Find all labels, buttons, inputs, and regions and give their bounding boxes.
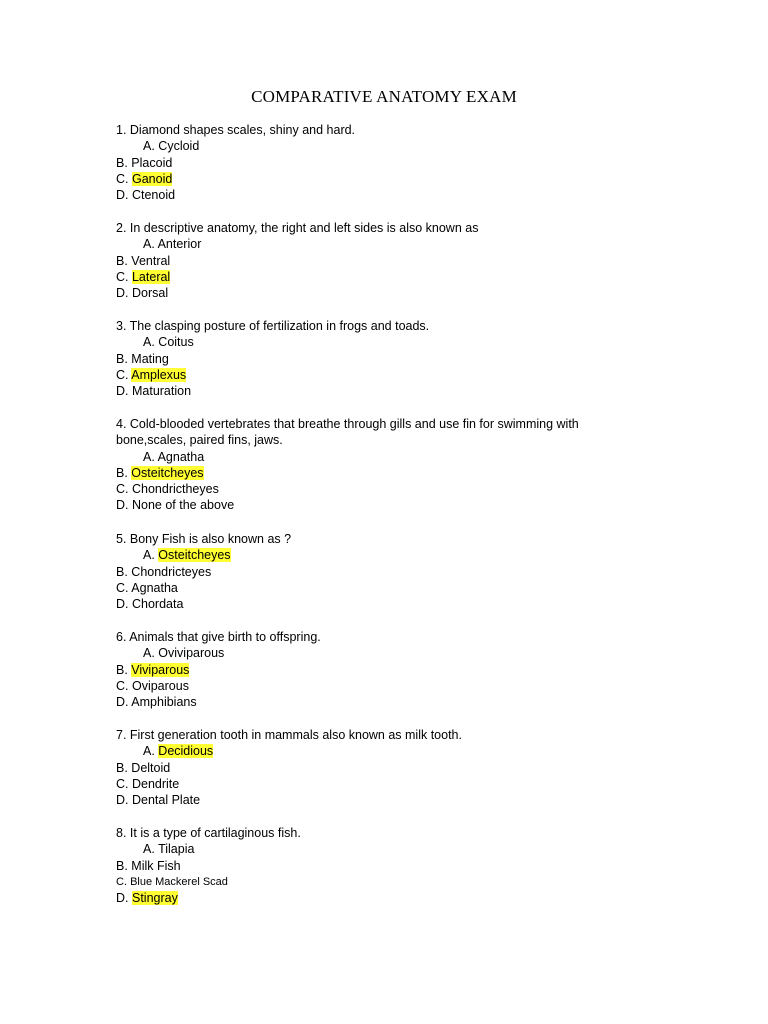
option-c: C. Amplexus (116, 367, 187, 382)
option-b: B. Deltoid (116, 760, 171, 775)
answer-highlight: Decidious (158, 744, 214, 759)
question-8 (116, 825, 636, 906)
answer-highlight: Osteitcheyes (158, 548, 231, 563)
option-d: D. Dorsal (116, 286, 169, 301)
question-2 (116, 220, 636, 301)
answer-highlight: Stingray (131, 891, 178, 906)
option-a: A. Decidious (143, 744, 214, 759)
option-d: D. Amphibians (116, 695, 197, 710)
question-stem: 3. The clasping posture of fertilization in frogs and toads. (116, 319, 430, 333)
option-a: A. Agnatha (143, 449, 205, 464)
option-a: A. Anterior (143, 237, 202, 252)
option-c: C. Chondrictheyes (116, 482, 219, 497)
option-d: D. Stingray (116, 891, 178, 906)
option-d: D. None of the above (116, 498, 235, 513)
answer-highlight: Ganoid (131, 171, 173, 186)
option-a: A. Cycloid (143, 139, 200, 154)
option-b: B. Osteitcheyes (116, 465, 204, 480)
option-c: C. Ganoid (116, 171, 173, 186)
answer-highlight: Amplexus (131, 367, 187, 382)
question-5 (116, 531, 636, 612)
question-stem: 1. Diamond shapes scales, shiny and hard. (116, 123, 356, 137)
option-c: C. Dendrite (116, 776, 180, 791)
question-stem: 6. Animals that give birth to offspring. (116, 630, 321, 644)
page-title: COMPARATIVE ANATOMY EXAM (251, 87, 517, 106)
option-c: C. Lateral (116, 269, 171, 284)
question-1 (116, 122, 636, 203)
option-a: A. Oviviparous (143, 646, 225, 661)
question-stem: 8. It is a type of cartilaginous fish. (116, 826, 301, 840)
question-stem: 7. First generation tooth in mammals also known as milk tooth. (116, 728, 462, 742)
option-b: B. Ventral (116, 253, 171, 268)
option-c: C. Oviparous (116, 678, 189, 693)
option-b: B. Viviparous (116, 662, 190, 677)
question-3 (116, 318, 636, 399)
question-7 (116, 727, 636, 808)
question-stem: 5. Bony Fish is also known as ? (116, 532, 292, 546)
option-b: B. Chondricteyes (116, 564, 212, 579)
question-4 (116, 416, 611, 514)
option-b: B. Milk Fish (116, 858, 181, 873)
option-d: D. Maturation (116, 384, 192, 399)
option-d: D. Ctenoid (116, 188, 176, 203)
question-stem: 2. In descriptive anatomy, the right and left sides is also known as (116, 221, 479, 235)
option-a: A. Tilapia (143, 842, 195, 857)
answer-highlight: Osteitcheyes (131, 465, 204, 480)
option-b: B. Placoid (116, 155, 173, 170)
option-d: D. Chordata (116, 597, 184, 612)
question-stem: 4. Cold-blooded vertebrates that breathe through gills and use fin for swimming with bone,scales, paired fins, jaws. (116, 417, 579, 448)
question-6 (116, 629, 636, 710)
option-a: A. Osteitcheyes (143, 548, 231, 563)
option-a: A. Coitus (143, 335, 194, 350)
answer-highlight: Lateral (131, 269, 171, 284)
answer-highlight: Viviparous (131, 662, 190, 677)
option-d: D. Dental Plate (116, 793, 201, 808)
option-c: C. Blue Mackerel Scad (116, 875, 228, 888)
option-b: B. Mating (116, 351, 169, 366)
option-c: C. Agnatha (116, 580, 178, 595)
